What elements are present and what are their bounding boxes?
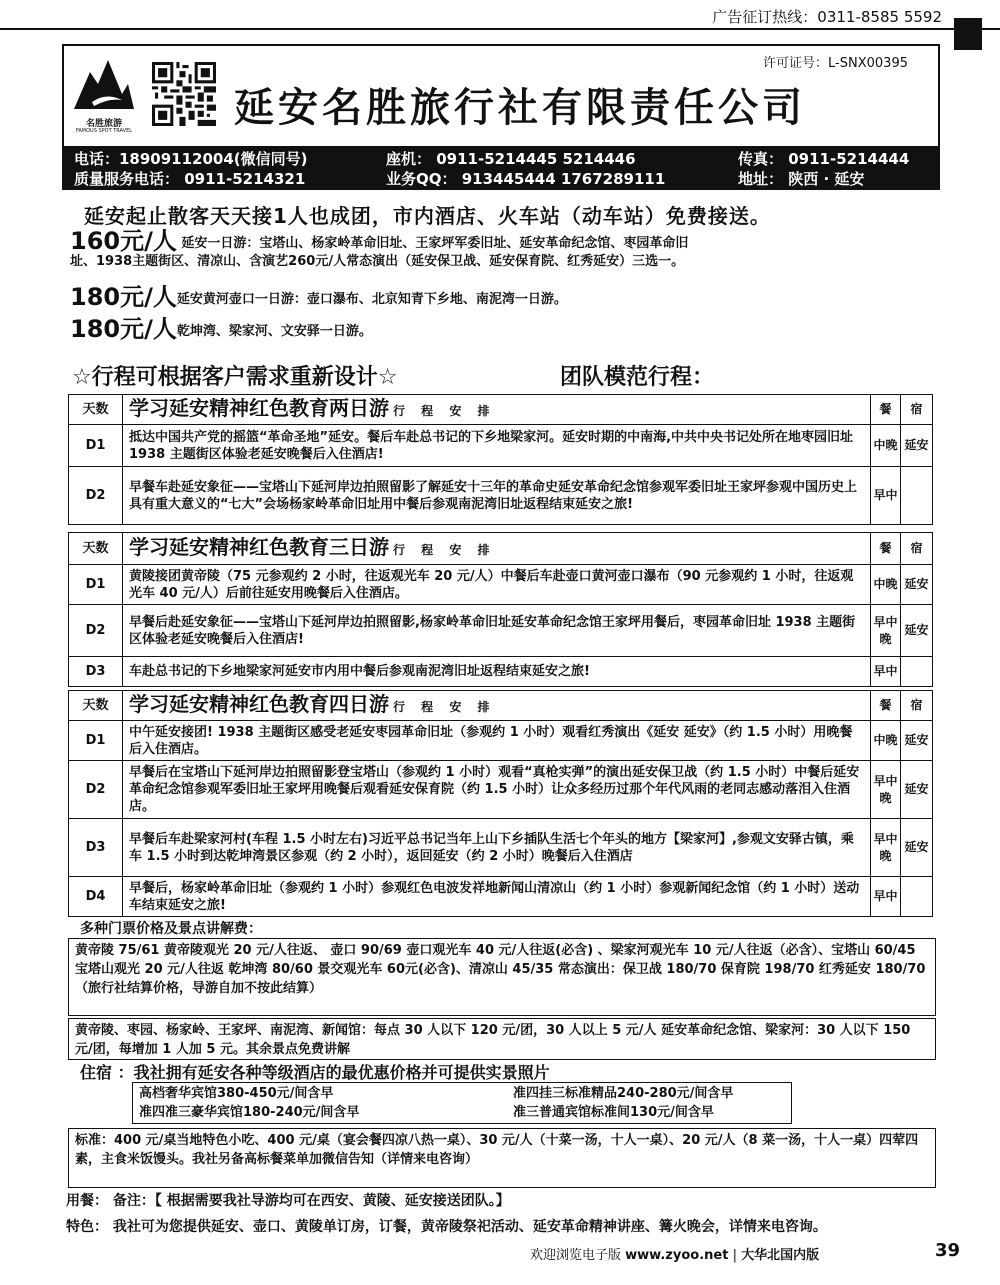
day-itinerary: 早餐后在宝塔山下延河岸边拍照留影登宝塔山（参观约 1 小时）观看“真枪实弹”的演出延安保卫战（约 1.5 小时）中餐后延安革命纪念馆参观军委旧址王家坪用晚餐后观看延安保育院（约 1.5 小时）让众多经历过那个年代风雨的老同志感动落泪入住酒店。 — [123, 761, 871, 819]
day-header: 天数 — [69, 395, 123, 425]
fax: 传真： 0911-5214444 — [738, 150, 910, 168]
day-label: D1 — [69, 565, 123, 605]
stay-header: 宿 — [901, 691, 933, 721]
footer-edition: 大华北国内版 — [741, 1248, 820, 1263]
hotel-price-grid — [132, 1082, 792, 1124]
tour-title: 学习延安精神红色教育三日游 — [129, 534, 389, 559]
table-row — [69, 877, 933, 917]
mountain-logo-icon — [72, 54, 136, 114]
tour-table-four-day — [68, 690, 933, 917]
footer-site[interactable]: www.zyoo.net — [625, 1248, 729, 1263]
price-1-desc: 延安一日游：宝塔山、杨家岭革命旧址、王家坪军委旧址、延安革命纪念馆、枣园革命旧 — [176, 236, 689, 251]
business-qq: 业务QQ： 913445444 1767289111 — [386, 170, 666, 188]
day-header: 天数 — [69, 691, 123, 721]
day-label: D4 — [69, 877, 123, 917]
stay-value: 延安 — [901, 819, 933, 877]
price-2-desc: 延安黄河壶口一日游：壶口瀑布、北京知青下乡地、南泥湾一日游。 — [176, 292, 567, 307]
day-itinerary: 中午延安接团! 1938 主题街区感受老延安枣园革命旧址（参观约 1 小时）观看红秀演出《延安 延安》（约 1.5 小时）用晚餐后入住酒店。 — [123, 721, 871, 761]
price-2: 180元/人 — [70, 283, 177, 311]
price-1: 160元/人 — [70, 227, 177, 255]
corner-bar — [954, 18, 982, 50]
table-row — [69, 819, 933, 877]
meal-header: 餐 — [871, 533, 901, 565]
price-1-desc2: 址、1938主题街区、清凉山、含演艺260元/人常态演出（延安保卫战、延安保育院、红秀延安）三选一。 — [70, 254, 685, 269]
stay-value: 延安 — [901, 565, 933, 605]
meal-standard-box: 标准：400 元/桌当地特色小吃、400 元/桌（宴会餐四凉八热一桌）、30 元/人（十菜一汤，十人一桌）、20 元/人（8 菜一汤，十人一桌）四荤四素，主食米饭馒头。我社另备高标餐菜单加微信告知（详情来电咨询） — [68, 1128, 936, 1188]
license-number: 许可证号：L-SNX00395 — [763, 56, 908, 71]
intro-line: 延安起止散客天天接1人也成团，市内酒店、火车站（动车站）免费接送。 — [84, 204, 771, 228]
tickets-box: 黄帝陵 75/61 黄帝陵观光 20 元/人往返、 壶口 90/69 壶口观光车 40 元/人往返(必含) 、梁家河观光车 10 元/人往返（必含）、宝塔山 60/45 宝塔山观光 20 元/人往返 乾坤湾 80/60 景交观光车 60元(必含)、清凉山 45/35 常态演出：保卫战 180/70 保育院 198/70 红秀延安 180/70（旅行社结算价格，导游自加不按此结算） — [68, 938, 936, 1016]
day-itinerary: 车赴总书记的下乡地梁家河延安市内用中餐后参观南泥湾旧址返程结束延安之旅! — [123, 657, 871, 687]
stay-header: 宿 — [901, 395, 933, 425]
day-label: D2 — [69, 761, 123, 819]
meal-header: 餐 — [871, 691, 901, 721]
phone: 电话：18909112004(微信同号) — [74, 150, 308, 168]
hotel-price-2: 准四挂三标准精品240-280元/间含早 — [513, 1086, 734, 1101]
table-row — [69, 565, 933, 605]
meal-value: 早中晚 — [871, 761, 901, 819]
day-itinerary: 早餐后，杨家岭革命旧址（参观约 1 小时）参观红色电波发祥地新闻山清凉山（约 1 小时）参观新闻纪念馆（约 1 小时）送动车结束延安之旅! — [123, 877, 871, 917]
address: 地址： 陕西 · 延安 — [738, 170, 865, 188]
day-label: D1 — [69, 721, 123, 761]
meal-note: 用餐： 备注：【 根据需要我社导游均可在西安、黄陵、延安接送团队。】 — [66, 1193, 510, 1209]
day-header: 天数 — [69, 533, 123, 565]
table-header-row — [69, 533, 933, 565]
table-row — [69, 657, 933, 687]
stay-value — [901, 877, 933, 917]
meal-value: 早中晚 — [871, 819, 901, 877]
day-label: D3 — [69, 657, 123, 687]
logo-subtext: FAMOUS SPOT TRAVEL — [75, 128, 133, 134]
tickets-title: 多种门票价格及景点讲解费： — [80, 921, 262, 937]
qr-code-icon — [152, 62, 216, 126]
meal-value: 早中 — [871, 877, 901, 917]
stay-value: 延安 — [901, 721, 933, 761]
tour-title: 学习延安精神红色教育四日游 — [129, 691, 389, 716]
ad-hotline: 广告征订热线：0311-8585 5592 — [712, 8, 942, 26]
company-logo — [72, 54, 136, 138]
hotel-title: 住宿 ：我社拥有延安各种等级酒店的最优惠价格并可提供实景照片 — [80, 1063, 550, 1082]
meal-value: 早中 — [871, 467, 901, 525]
day-itinerary: 早餐后车赴梁家河村(车程 1.5 小时左右)习近平总书记当年上山下乡插队生活七个年头的地方【梁家河】,参观文安驿古镇，乘车 1.5 小时到达乾坤湾景区参观（约 2 小时），返回延安（约 2 小时）晚餐后入住酒店 — [123, 819, 871, 877]
logo-text: 名胜旅游 — [85, 119, 122, 129]
price-3-desc: 乾坤湾、梁家河、文安驿一日游。 — [176, 324, 372, 339]
meal-header: 餐 — [871, 395, 901, 425]
guide-fee-box: 黄帝陵、枣园、杨家岭、王家坪、南泥湾、新闻馆：每点 30 人以下 120 元/团，30 人以上 5 元/人 延安革命纪念馆、梁家河：30 人以下 150 元/团，每增加 1 人加 5 元。其余景点免费讲解 — [68, 1018, 936, 1060]
redesign-note: ☆行程可根据客户需求重新设计☆ — [72, 365, 398, 390]
footer: 欢迎浏览电子版 www.zyoo.net | 大华北国内版 — [530, 1248, 820, 1263]
day-itinerary: 早餐车赴延安象征——宝塔山下延河岸边拍照留影了解延安十三年的革命史延安革命纪念馆参观军委旧址王家坪参观中国历史上具有重大意义的“七大”会场杨家岭革命旧址用中餐后参观南泥湾旧址返程结束延安之旅! — [123, 467, 871, 525]
company-header — [62, 44, 940, 146]
meal-value: 早中晚 — [871, 605, 901, 657]
arrange-header: 行 程 安 排 — [393, 403, 496, 418]
meal-value: 中晚 — [871, 565, 901, 605]
landline: 座机： 0911-5214445 5214446 — [386, 150, 636, 168]
day-label: D2 — [69, 605, 123, 657]
day-itinerary: 黄陵接团黄帝陵（75 元参观约 2 小时，往返观光车 20 元/人）中餐后车赴壶口黄河壶口瀑布（90 元参观约 1 小时，往返观光车 40 元/人）后前往延安用晚餐后入住酒店。 — [123, 565, 871, 605]
table-row — [69, 605, 933, 657]
day-label: D3 — [69, 819, 123, 877]
quality-phone: 质量服务电话： 0911-5214321 — [74, 170, 306, 188]
price-line-3 — [70, 315, 372, 343]
table-header-row — [69, 395, 933, 425]
arrange-header: 行 程 安 排 — [393, 542, 496, 557]
day-label: D1 — [69, 425, 123, 467]
company-name: 延安名胜旅行社有限责任公司 — [234, 85, 806, 131]
table-row — [69, 425, 933, 467]
arrange-header: 行 程 安 排 — [393, 699, 496, 714]
day-itinerary: 抵达中国共产党的摇篮“革命圣地”延安。餐后车赴总书记的下乡地梁家河。延安时期的中南海,中共中央书记处所在地枣园旧址 1938 主题街区体验老延安晚餐后入住酒店! — [123, 425, 871, 467]
page-number: 39 — [934, 1240, 960, 1261]
hotel-price-4: 准三普通宾馆标准间130元/间含早 — [513, 1105, 714, 1120]
footer-browse: 欢迎浏览电子版 — [530, 1248, 622, 1263]
table-row — [69, 721, 933, 761]
model-itinerary-title: 团队模范行程： — [560, 365, 715, 390]
price-line-1 — [70, 227, 940, 271]
tour-table-two-day — [68, 394, 933, 525]
price-3: 180元/人 — [70, 315, 177, 343]
table-row — [69, 761, 933, 819]
meal-value: 早中 — [871, 657, 901, 687]
meal-value: 中晚 — [871, 425, 901, 467]
meal-value: 中晚 — [871, 721, 901, 761]
hotel-price-1: 高档奢华宾馆380-450元/间含早 — [139, 1086, 334, 1101]
day-label: D2 — [69, 467, 123, 525]
day-itinerary: 早餐后赴延安象征——宝塔山下延河岸边拍照留影,杨家岭革命旧址延安革命纪念馆王家坪用餐后，枣园革命旧址 1938 主题街区体验老延安晚餐后入住酒店! — [123, 605, 871, 657]
tour-table-three-day — [68, 532, 933, 687]
stay-value: 延安 — [901, 605, 933, 657]
stay-value: 延安 — [901, 425, 933, 467]
hotel-price-3: 准四准三豪华宾馆180-240元/间含早 — [139, 1105, 360, 1120]
contact-bar — [62, 146, 940, 190]
stay-value — [901, 467, 933, 525]
stay-value: 延安 — [901, 761, 933, 819]
feature-note: 特色： 我社可为您提供延安、壶口、黄陵单订房，订餐，黄帝陵祭祀活动、延安革命精神讲座、篝火晚会，详情来电咨询。 — [66, 1219, 827, 1235]
stay-value — [901, 657, 933, 687]
table-row — [69, 467, 933, 525]
price-line-2 — [70, 283, 567, 311]
table-header-row — [69, 691, 933, 721]
stay-header: 宿 — [901, 533, 933, 565]
tour-title: 学习延安精神红色教育两日游 — [129, 395, 389, 420]
